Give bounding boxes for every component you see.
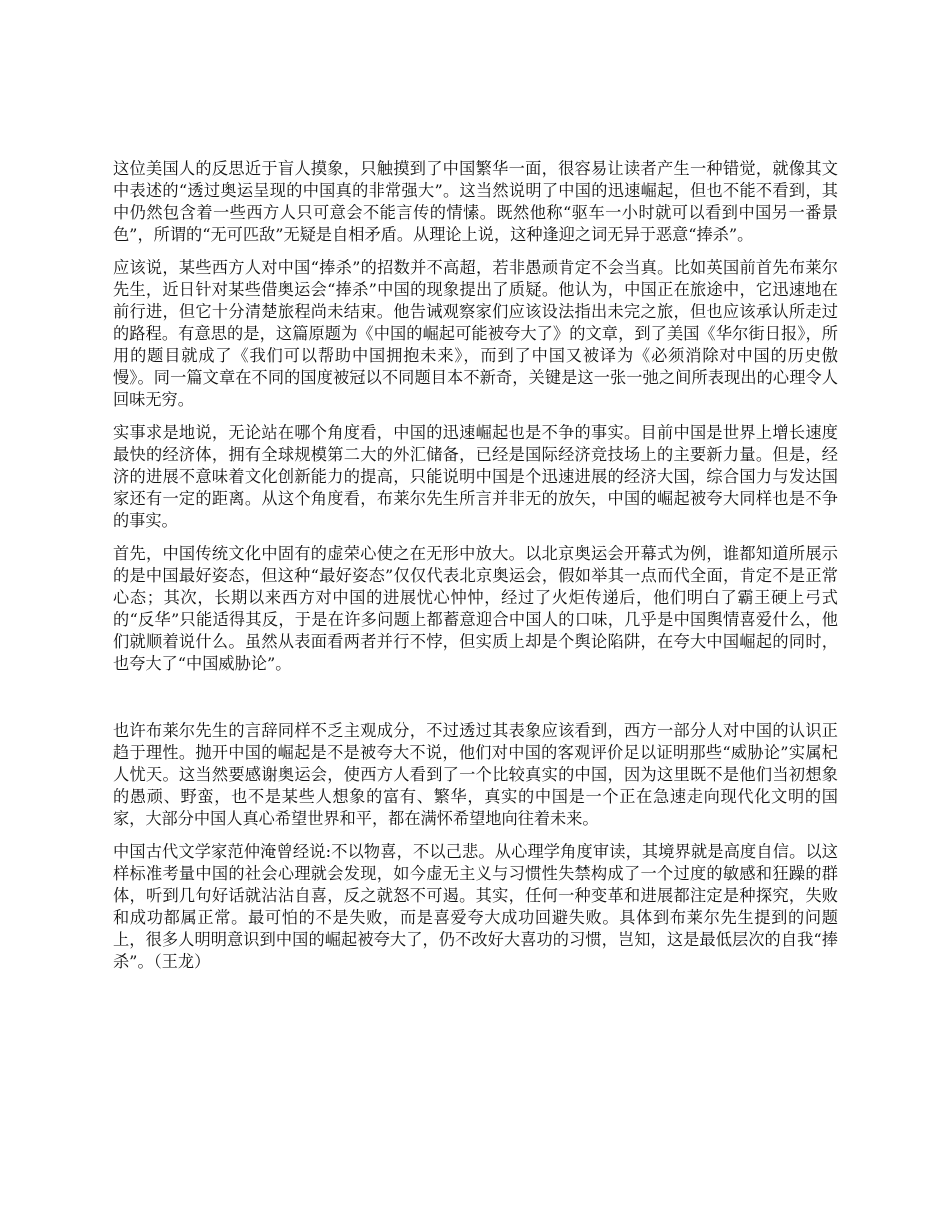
document-body	[113, 158, 838, 984]
paragraph-5: 也许布莱尔先生的言辞同样不乏主观成分，不过透过其表象应该看到，西方一部分人对中国的认识正趋于理性。抛开中国的崛起是不是被夸大不说，他们对中国的客观评价足以证明那些“威胁论”实属杞人忧天。这当然要感谢奥运会，使西方人看到了一个比较真实的中国，因为这里既不是他们当初想象的愚顽、野蛮，也不是某些人想象的富有、繁华，真实的中国是一个正在急速走向现代化文明的国家，大部分中国人真心希望世界和平，都在满怀希望地向往着未来。	[113, 721, 838, 828]
section-gap	[113, 686, 838, 720]
paragraph-4: 首先，中国传统文化中固有的虚荣心使之在无形中放大。以北京奥运会开幕式为例，谁都知道所展示的是中国最好姿态，但这种“最好姿态”仅仅代表北京奥运会，假如举其一点而代全面，肯定不是正常心态；其次，长期以来西方对中国的进展忧心忡忡，经过了火炬传递后，他们明白了霸王硬上弓式的“反华”只能适得其反，于是在许多问题上都蓄意迎合中国人的口味，几乎是中国舆情喜爱什么，他们就顺着说什么。虽然从表面看两者并行不悖，但实质上却是个舆论陷阱，在夸大中国崛起的同时，也夸大了“中国威胁论”。	[113, 544, 838, 673]
paragraph-2: 应该说，某些西方人对中国“捧杀”的招数并不高超，若非愚顽肯定不会当真。比如英国前首先布莱尔先生，近日针对某些借奥运会“捧杀”中国的现象提出了质疑。他认为，中国正在旅途中，它迅速地在前行进，但它十分清楚旅程尚未结束。他告诫观察家们应该设法指出未完之旅，但也应该承认所走过的路程。有意思的是，这篇原题为《中国的崛起可能被夸大了》的文章，到了美国《华尔街日报》，所用的题目就成了《我们可以帮助中国拥抱未来》，而到了中国又被译为《必须消除对中国的历史傲慢》。同一篇文章在不同的国度被冠以不同题目本不新奇，关键是这一张一弛之间所表现出的心理令人回味无穷。	[113, 258, 838, 409]
paragraph-6: 中国古代文学家范仲淹曾经说:不以物喜，不以己悲。从心理学角度审读，其境界就是高度自信。以这样标准考量中国的社会心理就会发现，如今虚无主义与习惯性失禁构成了一个过度的敏感和狂躁的群体，听到几句好话就沾沾自喜，反之就怒不可遏。其实，任何一种变革和进展都注定是种探究，失败和成功都属正常。最可怕的不是失败，而是喜爱夸大成功回避失败。具体到布莱尔先生提到的问题上，很多人明明意识到中国的崛起被夸大了，仍不改好大喜功的习惯，岂知，这是最低层次的自我“捧杀”。（王龙）	[113, 842, 838, 971]
paragraph-3: 实事求是地说，无论站在哪个角度看，中国的迅速崛起也是不争的事实。目前中国是世界上增长速度最快的经济体，拥有全球规模第二大的外汇储备，已经是国际经济竞技场上的主要新力量。但是，经济的进展不意味着文化创新能力的提高，只能说明中国是个迅速进展的经济大国，综合国力与发达国家还有一定的距离。从这个角度看，布莱尔先生所言并非无的放矢，中国的崛起被夸大同样也是不争的事实。	[113, 423, 838, 530]
paragraph-1: 这位美国人的反思近于盲人摸象，只触摸到了中国繁华一面，很容易让读者产生一种错觉，就像其文中表述的“透过奥运呈现的中国真的非常强大”。这当然说明了中国的迅速崛起，但也不能不看到，其中仍然包含着一些西方人只可意会不能言传的情愫。既然他称“驱车一小时就可以看到中国另一番景色”，所谓的“无可匹敌”无疑是自相矛盾。从理论上说，这种逢迎之词无异于恶意“捧杀”。	[113, 159, 838, 244]
